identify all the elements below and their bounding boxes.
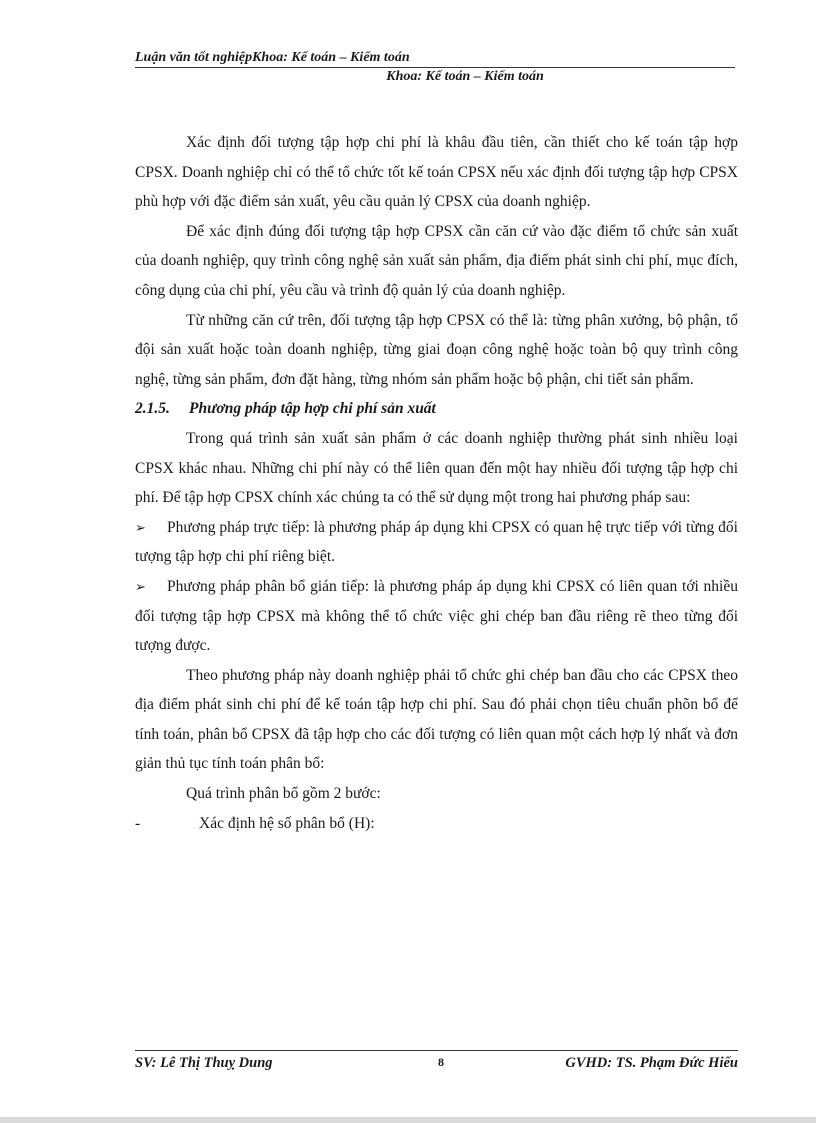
footer-divider [135, 1050, 738, 1051]
paragraph-1: Xác định đối tượng tập hợp chi phí là khâu đầu tiên, cần thiết cho kế toán tập hợp CPSX. Doanh nghiệp chỉ có thể tổ chức tốt kế toán CPSX nếu xác định đối tượng tập hợp CPSX phù hợp với đặc điểm sản xuất, yêu cầu quản lý CPSX của doanh nghiệp. [135, 134, 738, 211]
paragraph-2: Để xác định đúng đối tượng tập hợp CPSX cần căn cứ vào đặc điểm tổ chức sản xuất của doanh nghiệp, quy trình công nghệ sản xuất sản phẩm, địa điểm phát sinh chi phí, mục đích, công dụng của chi phí, yêu cầu và trình độ quản lý của doanh nghiệp. [135, 222, 738, 299]
footer-student: SV: Lê Thị Thuỵ Dung [135, 1055, 273, 1071]
page-footer [135, 1050, 738, 1075]
page-number: 8 [438, 1055, 444, 1069]
paragraph-6: Quá trình phân bổ gồm 2 bước: [186, 785, 381, 803]
arrow-bullet-icon: ➢ [135, 578, 146, 594]
paragraph-5: Theo phương pháp này doanh nghiệp phải tổ chức ghi chép ban đầu cho các CPSX theo địa điểm phát sinh chi phí để kế toán tập hợp chi phí. Sau đó phải chọn tiêu chuẩn phõn bổ để tính toán, phân bổ CPSX đã tập hợp cho các đối tượng có liên quan một cách hợp lý nhất và đơn giản thủ tục tính toán phân bổ: [135, 666, 738, 773]
bullet-item-indirect [135, 572, 738, 661]
bullet-text: Phương pháp trực tiếp: là phương pháp áp dụng khi CPSX có quan hệ trực tiếp với từng đối tượng tập hợp chi phí riêng biệt. [135, 518, 738, 566]
page-bottom-edge [0, 1117, 816, 1123]
dash-item-text: Xác định hệ số phân bổ (H): [199, 814, 375, 832]
paragraph-3: Từ những căn cứ trên, đối tượng tập hợp CPSX có thể là: từng phân xưởng, bộ phận, tổ đội sản xuất hoặc toàn doanh nghiệp, từng giai đoạn công nghệ hoặc toàn bộ quy trình công nghệ, từng sản phẩm, đơn đặt hàng, từng nhóm sản phẩm hoặc bộ phận, chi tiết sản phẩm. [135, 311, 738, 388]
bullet-text: Phương pháp phân bổ gián tiếp: là phương pháp áp dụng khi CPSX có liên quan tới nhiều đối tượng tập hợp CPSX mà không thể tổ chức việc ghi chép ban đầu riêng rẽ theo từng đối tượng được. [135, 577, 738, 655]
page-header [135, 50, 735, 86]
header-faculty: Khoa: Kế toán – Kiểm toán [386, 69, 544, 84]
document-body [135, 128, 738, 838]
paragraph-4: Trong quá trình sản xuất sản phẩm ở các doanh nghiệp thường phát sinh nhiều loại CPSX khác nhau. Những chi phí này có thể liên quan đến một hay nhiều đối tượng tập hợp chi phí. Để tập hợp CPSX chính xác chúng ta có thể sử dụng một trong hai phương pháp sau: [135, 429, 738, 507]
section-heading [135, 394, 738, 424]
dash-bullet: - [135, 814, 141, 832]
section-number: 2.1.5. [135, 400, 170, 418]
header-thesis-title: Luận văn tốt nghiệpKhoa: Kế toán – Kiểm toán [135, 50, 410, 65]
footer-advisor: GVHD: TS. Phạm Đức Hiếu [565, 1055, 738, 1071]
arrow-bullet-icon: ➢ [135, 519, 146, 535]
section-title: Phương pháp tập hợp chi phí sản xuất [189, 400, 436, 418]
dash-list-item [135, 809, 738, 839]
bullet-item-direct [135, 513, 738, 572]
